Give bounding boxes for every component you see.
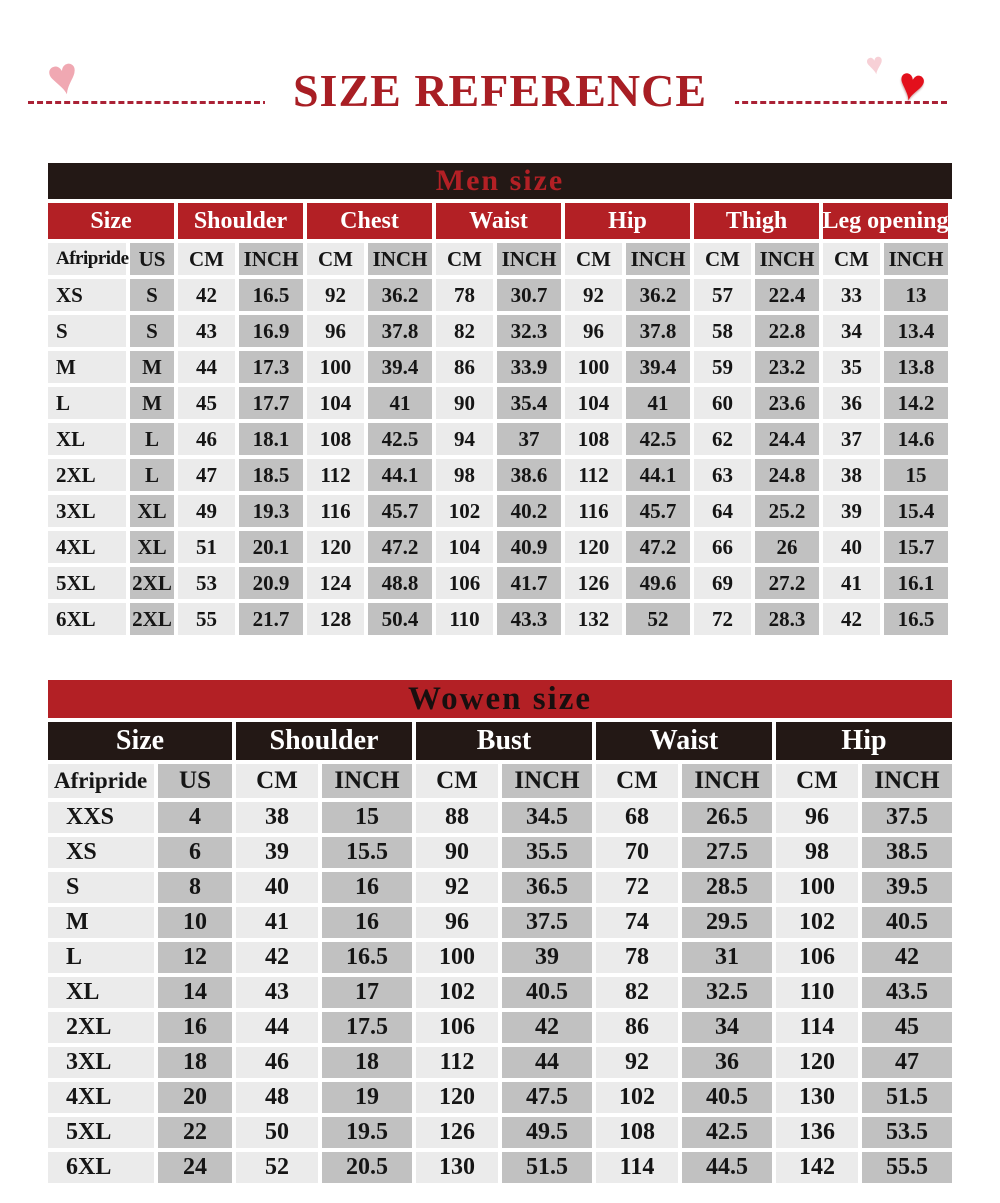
sub-header-cell: INCH	[368, 243, 432, 275]
value-cell: 37.8	[368, 315, 432, 347]
value-cell: 15	[884, 459, 948, 491]
value-cell: 42.5	[368, 423, 432, 455]
value-cell: 112	[307, 459, 364, 491]
page-header	[0, 0, 1000, 163]
value-cell: 41.7	[497, 567, 561, 599]
sub-header-cell: Afripride	[48, 243, 126, 275]
value-cell: 42	[823, 603, 880, 635]
value-cell: 62	[694, 423, 751, 455]
value-cell: 55.5	[862, 1152, 952, 1183]
value-cell: 34	[682, 1012, 772, 1043]
value-cell: 98	[776, 837, 858, 868]
value-cell: 40.2	[497, 495, 561, 527]
value-cell: 38	[236, 802, 318, 833]
value-cell: 17.7	[239, 387, 303, 419]
value-cell: 38.6	[497, 459, 561, 491]
value-cell: 44	[236, 1012, 318, 1043]
value-cell: 88	[416, 802, 498, 833]
value-cell: 49.6	[626, 567, 690, 599]
men-size-table	[48, 163, 952, 635]
value-cell: 15	[322, 802, 412, 833]
value-cell: 42	[236, 942, 318, 973]
value-cell: 21.7	[239, 603, 303, 635]
value-cell: 102	[416, 977, 498, 1008]
column-group-header: Leg opening	[823, 203, 948, 239]
value-cell: 49.5	[502, 1117, 592, 1148]
sub-header-cell: INCH	[626, 243, 690, 275]
value-cell: 108	[596, 1117, 678, 1148]
value-cell: 15.7	[884, 531, 948, 563]
value-cell: 42	[502, 1012, 592, 1043]
value-cell: 14.2	[884, 387, 948, 419]
value-cell: 48	[236, 1082, 318, 1113]
value-cell: 40.5	[682, 1082, 772, 1113]
value-cell: 23.6	[755, 387, 819, 419]
women-table-grid	[48, 722, 952, 1183]
sub-header-cell: CM	[178, 243, 235, 275]
value-cell: 42	[178, 279, 235, 311]
value-cell: 128	[307, 603, 364, 635]
value-cell: 29.5	[682, 907, 772, 938]
value-cell: 28.5	[682, 872, 772, 903]
value-cell: 114	[596, 1152, 678, 1183]
value-cell: 42.5	[682, 1117, 772, 1148]
value-cell: 92	[565, 279, 622, 311]
value-cell: 2XL	[130, 603, 174, 635]
value-cell: 43.3	[497, 603, 561, 635]
value-cell: 43	[178, 315, 235, 347]
value-cell: 16.9	[239, 315, 303, 347]
size-cell: M	[48, 351, 126, 383]
value-cell: 98	[436, 459, 493, 491]
size-cell: 4XL	[48, 1082, 154, 1113]
value-cell: 39.4	[368, 351, 432, 383]
value-cell: 16	[158, 1012, 232, 1043]
column-group-header: Waist	[596, 722, 772, 760]
value-cell: 40.9	[497, 531, 561, 563]
value-cell: 19.5	[322, 1117, 412, 1148]
value-cell: 52	[236, 1152, 318, 1183]
value-cell: 50	[236, 1117, 318, 1148]
value-cell: 12	[158, 942, 232, 973]
value-cell: 43	[236, 977, 318, 1008]
value-cell: 39	[236, 837, 318, 868]
value-cell: 23.2	[755, 351, 819, 383]
value-cell: 51.5	[502, 1152, 592, 1183]
value-cell: 45	[178, 387, 235, 419]
value-cell: 17	[322, 977, 412, 1008]
value-cell: 106	[416, 1012, 498, 1043]
value-cell: 52	[626, 603, 690, 635]
size-cell: 2XL	[48, 459, 126, 491]
value-cell: 51.5	[862, 1082, 952, 1113]
value-cell: M	[130, 351, 174, 383]
value-cell: 16.5	[322, 942, 412, 973]
value-cell: 102	[596, 1082, 678, 1113]
sub-header-cell: INCH	[682, 764, 772, 798]
value-cell: 126	[565, 567, 622, 599]
value-cell: 94	[436, 423, 493, 455]
value-cell: 100	[565, 351, 622, 383]
value-cell: 114	[776, 1012, 858, 1043]
value-cell: 96	[565, 315, 622, 347]
value-cell: 44.1	[368, 459, 432, 491]
value-cell: 69	[694, 567, 751, 599]
size-cell: S	[48, 315, 126, 347]
value-cell: 100	[416, 942, 498, 973]
value-cell: XL	[130, 531, 174, 563]
value-cell: 13	[884, 279, 948, 311]
value-cell: 22.8	[755, 315, 819, 347]
sub-header-cell: INCH	[239, 243, 303, 275]
size-cell: 2XL	[48, 1012, 154, 1043]
size-cell: 6XL	[48, 1152, 154, 1183]
value-cell: 46	[178, 423, 235, 455]
size-cell: 3XL	[48, 1047, 154, 1078]
value-cell: 19.3	[239, 495, 303, 527]
value-cell: 41	[823, 567, 880, 599]
value-cell: 110	[436, 603, 493, 635]
size-cell: L	[48, 942, 154, 973]
value-cell: 17.3	[239, 351, 303, 383]
value-cell: 57	[694, 279, 751, 311]
value-cell: 39.4	[626, 351, 690, 383]
value-cell: L	[130, 459, 174, 491]
value-cell: 47.2	[368, 531, 432, 563]
value-cell: 50.4	[368, 603, 432, 635]
value-cell: 130	[776, 1082, 858, 1113]
column-group-header: Shoulder	[236, 722, 412, 760]
value-cell: 96	[416, 907, 498, 938]
pale-pink-heart-icon: ♥	[863, 46, 886, 83]
value-cell: 120	[565, 531, 622, 563]
value-cell: 17.5	[322, 1012, 412, 1043]
value-cell: 37.5	[862, 802, 952, 833]
value-cell: 92	[307, 279, 364, 311]
value-cell: 59	[694, 351, 751, 383]
value-cell: 68	[596, 802, 678, 833]
value-cell: 82	[596, 977, 678, 1008]
value-cell: 78	[436, 279, 493, 311]
value-cell: 46	[236, 1047, 318, 1078]
value-cell: 18.5	[239, 459, 303, 491]
size-cell: 5XL	[48, 567, 126, 599]
value-cell: 6	[158, 837, 232, 868]
sub-header-cell: CM	[307, 243, 364, 275]
value-cell: 104	[307, 387, 364, 419]
value-cell: 132	[565, 603, 622, 635]
value-cell: 37	[497, 423, 561, 455]
value-cell: 42	[862, 942, 952, 973]
sub-header-cell: CM	[776, 764, 858, 798]
value-cell: 96	[307, 315, 364, 347]
sub-header-cell: INCH	[322, 764, 412, 798]
value-cell: 26.5	[682, 802, 772, 833]
value-cell: 44	[178, 351, 235, 383]
column-group-header: Thigh	[694, 203, 819, 239]
sub-header-cell: CM	[565, 243, 622, 275]
value-cell: 36.2	[368, 279, 432, 311]
value-cell: 51	[178, 531, 235, 563]
value-cell: 60	[694, 387, 751, 419]
value-cell: 78	[596, 942, 678, 973]
value-cell: 27.2	[755, 567, 819, 599]
column-group-header: Hip	[565, 203, 690, 239]
value-cell: 55	[178, 603, 235, 635]
sub-header-cell: INCH	[755, 243, 819, 275]
value-cell: 13.4	[884, 315, 948, 347]
value-cell: S	[130, 279, 174, 311]
size-cell: 4XL	[48, 531, 126, 563]
value-cell: 22	[158, 1117, 232, 1148]
value-cell: 90	[436, 387, 493, 419]
value-cell: 86	[436, 351, 493, 383]
column-group-header: Shoulder	[178, 203, 303, 239]
value-cell: 20.1	[239, 531, 303, 563]
value-cell: 37	[823, 423, 880, 455]
value-cell: 38.5	[862, 837, 952, 868]
value-cell: 53.5	[862, 1117, 952, 1148]
value-cell: 36	[823, 387, 880, 419]
value-cell: 10	[158, 907, 232, 938]
value-cell: 44.5	[682, 1152, 772, 1183]
value-cell: 40.5	[502, 977, 592, 1008]
value-cell: 13.8	[884, 351, 948, 383]
value-cell: 74	[596, 907, 678, 938]
value-cell: 108	[307, 423, 364, 455]
value-cell: 106	[436, 567, 493, 599]
value-cell: 37.8	[626, 315, 690, 347]
value-cell: 100	[307, 351, 364, 383]
value-cell: 112	[416, 1047, 498, 1078]
sub-header-cell: CM	[596, 764, 678, 798]
value-cell: 18.1	[239, 423, 303, 455]
size-cell: L	[48, 387, 126, 419]
value-cell: 31	[682, 942, 772, 973]
value-cell: 45.7	[368, 495, 432, 527]
value-cell: 136	[776, 1117, 858, 1148]
value-cell: 116	[307, 495, 364, 527]
value-cell: 32.3	[497, 315, 561, 347]
column-group-header: Waist	[436, 203, 561, 239]
value-cell: 26	[755, 531, 819, 563]
value-cell: 16.1	[884, 567, 948, 599]
value-cell: 37.5	[502, 907, 592, 938]
value-cell: 34	[823, 315, 880, 347]
value-cell: 47	[862, 1047, 952, 1078]
value-cell: 142	[776, 1152, 858, 1183]
value-cell: 108	[565, 423, 622, 455]
value-cell: 20.9	[239, 567, 303, 599]
value-cell: 15.4	[884, 495, 948, 527]
value-cell: 36.2	[626, 279, 690, 311]
value-cell: M	[130, 387, 174, 419]
page-title: SIZE REFERENCE	[265, 68, 735, 114]
size-cell: 5XL	[48, 1117, 154, 1148]
value-cell: 39	[502, 942, 592, 973]
value-cell: 33.9	[497, 351, 561, 383]
value-cell: 116	[565, 495, 622, 527]
value-cell: 20.5	[322, 1152, 412, 1183]
value-cell: 106	[776, 942, 858, 973]
value-cell: 41	[236, 907, 318, 938]
size-cell: XXS	[48, 802, 154, 833]
column-group-header: Hip	[776, 722, 952, 760]
value-cell: 44	[502, 1047, 592, 1078]
size-cell: XL	[48, 423, 126, 455]
sub-header-cell: CM	[416, 764, 498, 798]
value-cell: 86	[596, 1012, 678, 1043]
value-cell: 41	[368, 387, 432, 419]
men-table-banner: Men size	[48, 163, 952, 199]
value-cell: 14	[158, 977, 232, 1008]
value-cell: 47.2	[626, 531, 690, 563]
value-cell: 36	[682, 1047, 772, 1078]
value-cell: 49	[178, 495, 235, 527]
value-cell: 16	[322, 872, 412, 903]
sub-header-cell: INCH	[497, 243, 561, 275]
value-cell: 42.5	[626, 423, 690, 455]
column-group-header: Chest	[307, 203, 432, 239]
value-cell: 45.7	[626, 495, 690, 527]
value-cell: 39.5	[862, 872, 952, 903]
value-cell: 24.8	[755, 459, 819, 491]
value-cell: 2XL	[130, 567, 174, 599]
value-cell: 126	[416, 1117, 498, 1148]
value-cell: 124	[307, 567, 364, 599]
value-cell: 48.8	[368, 567, 432, 599]
size-cell: XL	[48, 977, 154, 1008]
value-cell: 96	[776, 802, 858, 833]
men-table-grid	[48, 203, 952, 635]
value-cell: 45	[862, 1012, 952, 1043]
sub-header-cell: US	[158, 764, 232, 798]
value-cell: 72	[596, 872, 678, 903]
value-cell: 63	[694, 459, 751, 491]
value-cell: 35	[823, 351, 880, 383]
value-cell: 112	[565, 459, 622, 491]
value-cell: 16	[322, 907, 412, 938]
red-heart-icon: ♥	[893, 56, 931, 113]
size-cell: M	[48, 907, 154, 938]
column-group-header: Size	[48, 722, 232, 760]
value-cell: 102	[436, 495, 493, 527]
value-cell: 104	[436, 531, 493, 563]
value-cell: 90	[416, 837, 498, 868]
value-cell: 72	[694, 603, 751, 635]
value-cell: 8	[158, 872, 232, 903]
value-cell: 35.4	[497, 387, 561, 419]
sub-header-cell: CM	[823, 243, 880, 275]
value-cell: 18	[158, 1047, 232, 1078]
value-cell: 120	[416, 1082, 498, 1113]
value-cell: 27.5	[682, 837, 772, 868]
value-cell: 92	[596, 1047, 678, 1078]
column-group-header: Bust	[416, 722, 592, 760]
value-cell: 40.5	[862, 907, 952, 938]
sub-header-cell: Afripride	[48, 764, 154, 798]
size-cell: 3XL	[48, 495, 126, 527]
value-cell: 47.5	[502, 1082, 592, 1113]
size-cell: XS	[48, 279, 126, 311]
value-cell: 20	[158, 1082, 232, 1113]
value-cell: 82	[436, 315, 493, 347]
value-cell: 4	[158, 802, 232, 833]
sub-header-cell: CM	[236, 764, 318, 798]
value-cell: L	[130, 423, 174, 455]
size-cell: XS	[48, 837, 154, 868]
sub-header-cell: INCH	[502, 764, 592, 798]
value-cell: 92	[416, 872, 498, 903]
value-cell: 28.3	[755, 603, 819, 635]
value-cell: 19	[322, 1082, 412, 1113]
sub-header-cell: CM	[436, 243, 493, 275]
value-cell: 18	[322, 1047, 412, 1078]
value-cell: 16.5	[884, 603, 948, 635]
value-cell: 104	[565, 387, 622, 419]
size-cell: S	[48, 872, 154, 903]
value-cell: 35.5	[502, 837, 592, 868]
value-cell: 120	[307, 531, 364, 563]
value-cell: 47	[178, 459, 235, 491]
value-cell: 39	[823, 495, 880, 527]
value-cell: 30.7	[497, 279, 561, 311]
value-cell: 40	[823, 531, 880, 563]
value-cell: 14.6	[884, 423, 948, 455]
value-cell: 33	[823, 279, 880, 311]
column-group-header: Size	[48, 203, 174, 239]
sub-header-cell: US	[130, 243, 174, 275]
value-cell: 40	[236, 872, 318, 903]
value-cell: 44.1	[626, 459, 690, 491]
value-cell: 66	[694, 531, 751, 563]
value-cell: 58	[694, 315, 751, 347]
value-cell: 43.5	[862, 977, 952, 1008]
value-cell: 22.4	[755, 279, 819, 311]
value-cell: 70	[596, 837, 678, 868]
value-cell: S	[130, 315, 174, 347]
value-cell: 32.5	[682, 977, 772, 1008]
value-cell: 110	[776, 977, 858, 1008]
value-cell: 38	[823, 459, 880, 491]
sub-header-cell: INCH	[862, 764, 952, 798]
value-cell: 130	[416, 1152, 498, 1183]
value-cell: XL	[130, 495, 174, 527]
value-cell: 102	[776, 907, 858, 938]
sub-header-cell: CM	[694, 243, 751, 275]
value-cell: 36.5	[502, 872, 592, 903]
women-table-banner: Wowen size	[48, 680, 952, 718]
value-cell: 15.5	[322, 837, 412, 868]
value-cell: 24	[158, 1152, 232, 1183]
women-size-table	[48, 680, 952, 1183]
value-cell: 41	[626, 387, 690, 419]
pink-heart-icon: ♥	[42, 46, 85, 109]
value-cell: 16.5	[239, 279, 303, 311]
size-cell: 6XL	[48, 603, 126, 635]
sub-header-cell: INCH	[884, 243, 948, 275]
value-cell: 120	[776, 1047, 858, 1078]
value-cell: 53	[178, 567, 235, 599]
value-cell: 100	[776, 872, 858, 903]
value-cell: 25.2	[755, 495, 819, 527]
value-cell: 24.4	[755, 423, 819, 455]
value-cell: 64	[694, 495, 751, 527]
value-cell: 34.5	[502, 802, 592, 833]
